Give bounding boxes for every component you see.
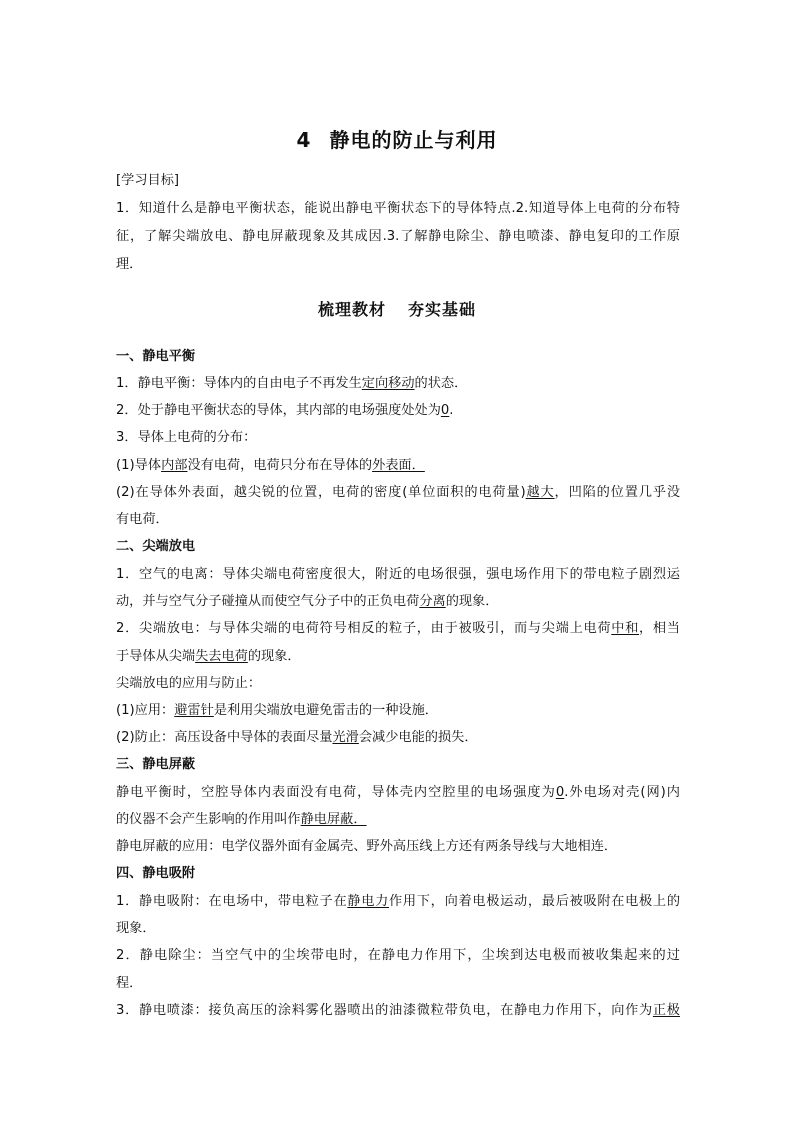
s2-heading: 二、尖端放电 [116, 539, 196, 554]
s2-p2-line-1: 2．尖端放电：与导体尖端的电荷符号相反的粒子，由于被吸引，而与尖端上电荷中和，相当 [116, 621, 680, 636]
s2-p5: (2)防止：高压设备中导体的表面尽量光滑会减少电能的损失． [116, 730, 478, 745]
s3-p2: 静电屏蔽的应用：电学仪器外面有金属壳、野外高压线上方还有两条导线与大地相连． [116, 839, 618, 854]
answer-blank: 0 [555, 785, 565, 800]
s4-p2-line-1: 2．静电除尘：当空气中的尘埃带电时，在静电力作用下，尘埃到达电极而被收集起来的过 [116, 948, 680, 963]
goals-line-1: 1．知道什么是静电平衡状态，能说出静电平衡状态下的导体特点.2.知道导体上电荷的分布特 [116, 201, 680, 216]
s1-p5-line-1: (2)在导体外表面，越尖锐的位置，电荷的密度(单位面积的电荷量)越大，凹陷的位置几乎没 [116, 485, 681, 500]
answer-blank: 避雷针 [174, 703, 214, 718]
s4-p1-line-1: 1．静电吸附：在电场中，带电粒子在静电力作用下，向着电极运动，最后被吸附在电极上的 [116, 894, 681, 909]
s1-p5-line-2: 有电荷． [116, 512, 169, 527]
s3-p1-line-2: 的仪器不会产生影响的作用叫作静电屏蔽． [116, 812, 367, 827]
answer-blank: 失去电荷 [195, 649, 248, 664]
section-title-right: 夯实基础 [408, 300, 477, 319]
s1-heading: 一、静电平衡 [116, 349, 196, 364]
answer-blank: 正极 [652, 1003, 680, 1018]
answer-blank: 分离 [419, 594, 446, 609]
answer-blank: 光滑 [332, 730, 359, 745]
goals-line-2: 征，了解尖端放电、静电屏蔽现象及其成因.3.了解静电除尘、静电喷漆、静电复印的工作原 [116, 229, 680, 244]
section-title-left: 梳理教材 [317, 300, 386, 319]
s2-p1-line-1: 1．空气的电离：导体尖端电荷密度很大，附近的电场很强，强电场作用下的带电粒子剧烈运 [116, 567, 680, 582]
answer-blank: 外表面． [372, 458, 425, 473]
section-title [0, 297, 794, 320]
s2-p2-line-2: 于导体从尖端失去电荷的现象． [116, 649, 301, 664]
goals-line-3: 理． [116, 257, 143, 272]
answer-blank: 静电力 [347, 894, 390, 909]
lesson-title: 静电的防止与利用 [329, 128, 498, 152]
answer-blank: 内部 [161, 458, 188, 473]
answer-blank: 0 [440, 403, 450, 418]
s4-heading: 四、静电吸附 [116, 866, 196, 881]
s2-p3: 尖端放电的应用与防止： [116, 676, 262, 691]
s4-p1-line-2: 现象． [116, 921, 156, 936]
s1-p2: 2．处于静电平衡状态的导体，其内部的电场强度处处为0. [116, 403, 454, 418]
goals-label: [学习目标] [116, 173, 180, 188]
lesson-number: 4 [296, 128, 312, 152]
s1-p4: (1)导体内部没有电荷，电荷只分布在导体的外表面． [116, 458, 425, 473]
s1-p3: 3．导体上电荷的分布： [116, 430, 257, 445]
answer-blank: 越大 [525, 485, 555, 500]
answer-blank: 定向移动 [361, 376, 415, 391]
s4-p2-line-2: 程． [116, 976, 143, 991]
s2-p1-line-2: 动，并与空气分子碰撞从而使空气分子中的正负电荷分离的现象． [116, 594, 499, 609]
s3-heading: 三、静电屏蔽 [116, 757, 196, 772]
answer-blank: 静电屏蔽． [300, 812, 367, 827]
answer-blank: 中和 [611, 621, 640, 636]
page-title [0, 124, 794, 153]
s1-p1: 1．静电平衡：导体内的自由电子不再发生定向移动的状态． [116, 376, 468, 391]
s2-p4: (1)应用：避雷针是利用尖端放电避免雷击的一种设施． [116, 703, 438, 718]
s4-p3-line-1: 3．静电喷漆：接负高压的涂料雾化器喷出的油漆微粒带负电，在静电力作用下，向作为正极 [116, 1003, 680, 1018]
s3-p1-line-1: 静电平衡时，空腔导体内表面没有电荷，导体壳内空腔里的电场强度为0.外电场对壳(网)内 [116, 785, 680, 800]
